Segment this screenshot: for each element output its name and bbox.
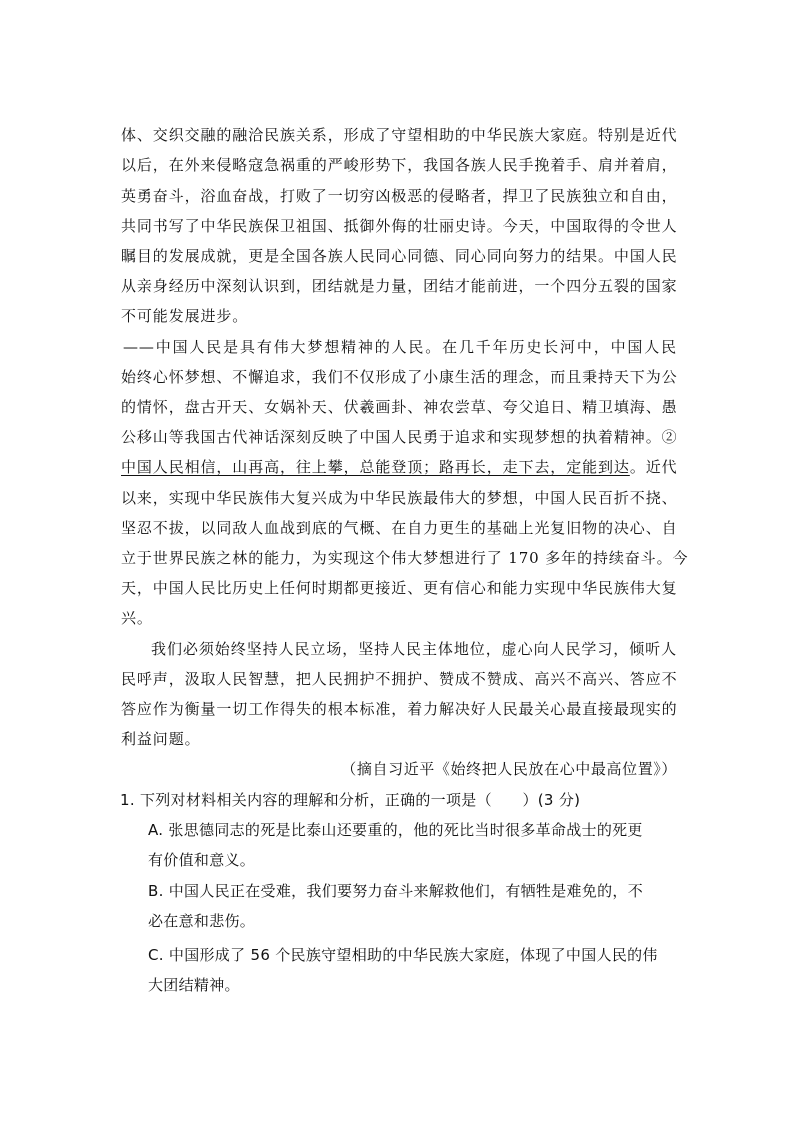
option-c-continued: 大团结精神。 [148,976,240,994]
passage-line: 共同书写了中华民族保卫祖国、抵御外侮的壮丽史诗。今天，中国取得的令世人 [121,217,678,235]
option-a-continued: 有价值和意义。 [148,851,256,869]
passage-line: 民呼声，汲取人民智慧，把人民拥护不拥护、赞成不赞成、高兴不高兴、答应不 [121,670,678,688]
after-underline-text: 。近代 [629,458,678,476]
passage-line: 不可能发展进步。 [121,307,249,325]
passage-line: 坚忍不拔，以同敌人血战到底的气概、在自力更生的基础上光复旧物的决心、自 [121,519,678,537]
passage-source: （摘自习近平《始终把人民放在心中最高位置》） [341,760,677,778]
underlined-sentence-2: 中国人民相信，山再高，往上攀，总能登顶；路再长，走下去，定能到达 [121,458,630,476]
option-b[interactable]: B. 中国人民正在受难，我们要努力奋斗来解救他们，有牺牲是难免的，不 [148,882,644,900]
passage-line: 的情怀，盘古开天、女娲补天、伏羲画卦、神农尝草、夸父追日、精卫填海、愚 [121,398,678,416]
passage-line: 我们必须始终坚持人民立场，坚持人民主体地位，虚心向人民学习，倾听人 [151,640,677,658]
passage-line: 天，中国人民比历史上任何时期都更接近、更有信心和能力实现中华民族伟大复 [121,579,678,597]
passage-line: ——中国人民是具有伟大梦想精神的人民。在几千年历史长河中，中国人民 [123,338,677,356]
passage-line: 立于世界民族之林的能力，为实现这个伟大梦想进行了 170 多年的持续奋斗。今 [121,549,689,567]
passage-line: 答应作为衡量一切工作得失的根本标准，着力解决好人民最关心最直接最现实的 [121,700,678,718]
passage-line: 利益问题。 [121,730,201,748]
passage-line: 始终心怀梦想、不懈追求，我们不仅形成了小康生活的理念，而且秉持天下为公 [121,368,678,386]
option-a[interactable]: A. 张思德同志的死是比泰山还要重的，他的死比当时很多革命战士的死更 [148,821,643,839]
passage-line: 以后，在外来侵略寇急祸重的严峻形势下，我国各族人民手挽着手、肩并着肩， [121,156,678,174]
passage-line: 公移山等我国古代神话深刻反映了中国人民勇于追求和实现梦想的执着精神。② [121,428,678,446]
option-c[interactable]: C. 中国形成了 56 个民族守望相助的中华民族大家庭，体现了中国人民的伟 [148,946,658,964]
passage-line: 体、交织交融的融洽民族关系，形成了守望相助的中华民族大家庭。特别是近代 [121,126,678,144]
passage-line: 英勇奋斗，浴血奋战，打败了一切穷凶极恶的侵略者，捍卫了民族独立和自由， [121,187,678,205]
passage-line-underlined [121,452,677,482]
option-b-continued: 必在意和悲伤。 [148,912,256,930]
passage-line: 兴。 [121,609,153,627]
question-stem: 1. 下列对材料相关内容的理解和分析，正确的一项是（ ）(3 分) [120,791,581,809]
passage-line: 瞩目的发展成就，更是全国各族人民同心同德、同心同向努力的结果。中国人民 [121,247,678,265]
passage-line: 从亲身经历中深刻认识到，团结就是力量，团结才能前进，一个四分五裂的国家 [121,277,678,295]
passage-line: 以来，实现中华民族伟大复兴成为中华民族最伟大的梦想，中国人民百折不挠、 [121,489,678,507]
